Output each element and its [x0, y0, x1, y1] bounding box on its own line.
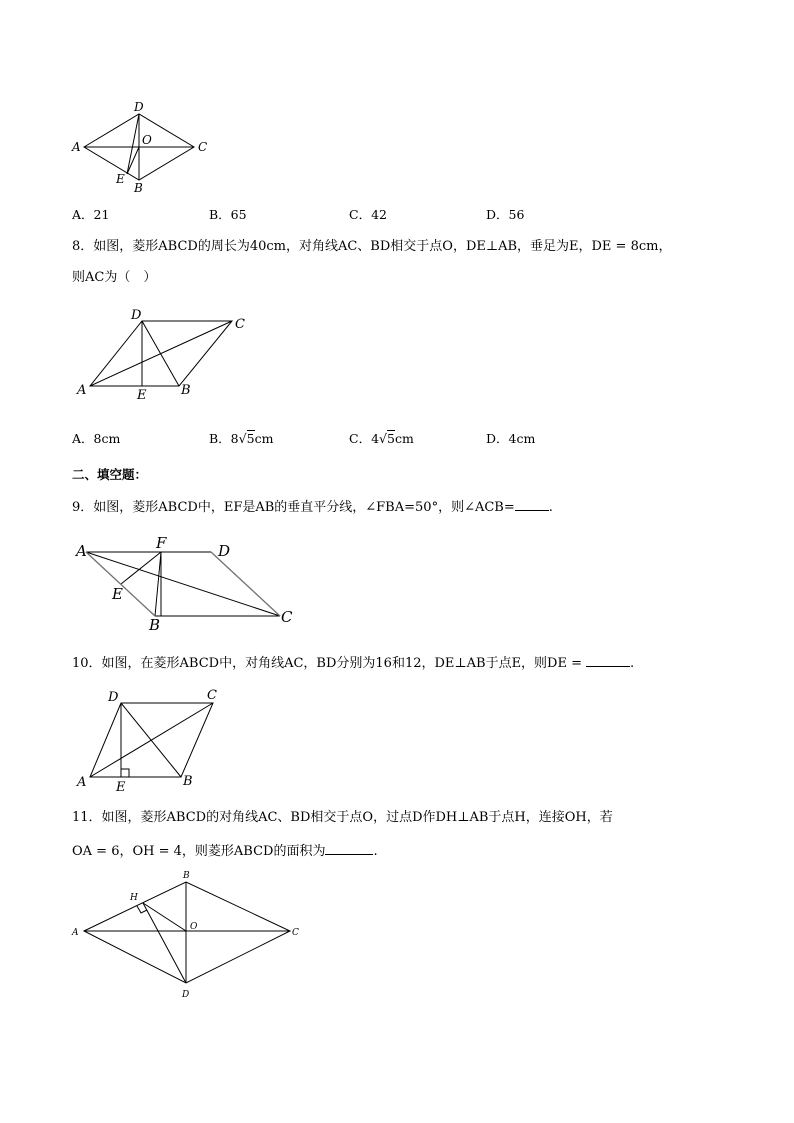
q8-option-b-radicand: 5 — [246, 431, 255, 446]
label-E: E — [116, 172, 125, 186]
label-B: B — [183, 871, 190, 881]
label-F: F — [156, 535, 167, 552]
q8-option-c-prefix: C．4 — [349, 431, 380, 446]
q8-option-b: B．8√5cm — [209, 431, 274, 446]
q7-option-c: C．42 — [349, 207, 387, 222]
q10-end: . — [630, 656, 635, 671]
q8-option-d: D．4cm — [486, 431, 536, 446]
label-D: D — [182, 990, 190, 1000]
label-H: H — [130, 893, 138, 903]
q11-end: . — [373, 844, 378, 859]
q8-line2: 则AC为（ ） — [72, 270, 157, 285]
q11-line2 — [72, 840, 378, 862]
q7-option-d: D．56 — [486, 207, 525, 222]
q8-option-b-prefix: B．8 — [209, 431, 239, 446]
figure-q10 — [72, 685, 232, 795]
label-C: C — [281, 608, 293, 626]
q9-text — [72, 496, 553, 518]
q11-line1: 11．如图，菱形ABCD的对角线AC、BD相交于点O，过点D作DH⊥AB于点H，连接OH，若 — [72, 810, 613, 825]
answer-blank[interactable] — [586, 652, 630, 667]
figure-q11 — [70, 868, 310, 1008]
q9-question: 9．如图，菱形ABCD中，EF是AB的垂直平分线，∠FBA=50°，则∠ACB= — [72, 500, 515, 515]
label-E: E — [116, 780, 126, 795]
q8-option-c-radicand: 5 — [387, 431, 395, 446]
answer-blank[interactable] — [325, 840, 373, 855]
q10-question: 10．如图，在菱形ABCD中，对角线AC，BD分别为16和12，DE⊥AB于点E，则DE = — [72, 656, 582, 671]
label-E: E — [137, 388, 147, 403]
q9-end: . — [548, 500, 553, 515]
label-A: A — [72, 140, 81, 154]
figure-q8 — [72, 306, 262, 406]
q8-line1: 8．如图，菱形ABCD的周长为40cm，对角线AC、BD相交于点O，DE⊥AB，垂足为E，DE = 8cm， — [72, 239, 672, 254]
label-C: C — [292, 928, 299, 938]
label-A: A — [77, 383, 87, 398]
label-A: A — [72, 928, 79, 938]
q8-option-b-unit: cm — [254, 431, 274, 446]
label-C: C — [235, 317, 245, 332]
label-D: D — [131, 308, 142, 323]
label-B: B — [149, 616, 161, 634]
q10-text — [72, 652, 634, 674]
rhombus-q11 — [84, 882, 290, 983]
label-A: A — [77, 775, 87, 790]
label-D: D — [218, 542, 231, 560]
label-C: C — [207, 688, 217, 703]
q7-option-b: B．65 — [209, 207, 247, 222]
label-D: D — [134, 100, 144, 114]
label-C: C — [198, 140, 208, 154]
q8-option-c-unit: cm — [394, 431, 414, 446]
answer-blank[interactable] — [515, 496, 549, 511]
q8-option-c: C．4√5cm — [349, 431, 414, 446]
label-O: O — [190, 922, 198, 932]
label-D: D — [108, 690, 119, 705]
label-A: A — [76, 542, 87, 560]
figure-q9 — [72, 535, 302, 635]
label-B: B — [181, 383, 191, 398]
q7-option-a: A．21 — [72, 207, 110, 222]
q8-option-a: A．8cm — [72, 431, 121, 446]
section-title: 二、填空题： — [72, 467, 148, 482]
label-O: O — [142, 133, 152, 147]
label-E: E — [112, 585, 123, 603]
figure-q7 — [60, 96, 220, 196]
label-B: B — [183, 774, 193, 789]
label-B: B — [134, 181, 143, 195]
right-angle-mark — [121, 769, 129, 777]
q11-question: OA = 6，OH = 4，则菱形ABCD的面积为 — [72, 844, 326, 859]
